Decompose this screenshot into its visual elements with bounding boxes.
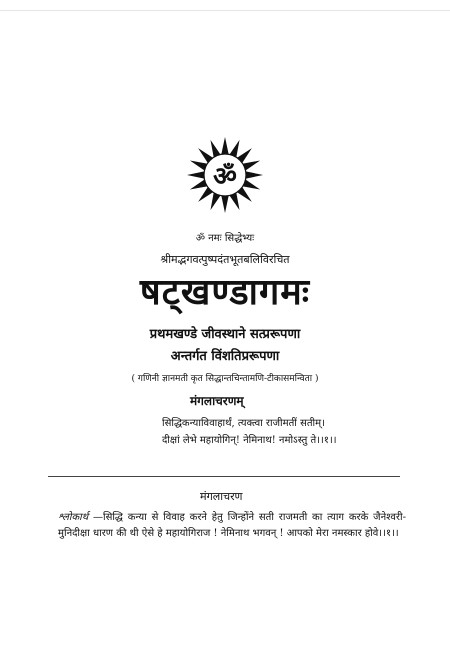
commentary-paragraph — [58, 510, 406, 542]
subtitle-1: प्रथमखण्डे जीवस्थाने सत्प्ररूपणा — [149, 327, 301, 342]
invocation: ॐ नमः सिद्धेभ्यः — [195, 233, 255, 244]
svg-text:ॐ: ॐ — [213, 162, 237, 192]
subtitle-3: ( गणिनी ज्ञानमती कृत सिद्धान्तचिन्तामणि-टीकासमन्विता ) — [131, 374, 319, 384]
verse-line-2: दीक्षां लेभे महायोगिन्! नेमिनाथ! नमोऽस्तु ते।।१।। — [162, 435, 337, 446]
top-divider — [0, 10, 450, 11]
subtitle-2: अन्तर्गत विंशतिप्ररूपणा — [170, 349, 280, 364]
section-divider — [48, 476, 400, 477]
commentary-text: —सिद्धि कन्या से विवाह करने हेतु जिन्होंने सती राजमती का त्याग करके जैनेश्वरी-मुनिदीक्षा धारण की थी ऐसे हे महायोगिराज ! नेमिनाथ भगवन् ! आपको मेरा नमस्कार होवे।।१।। — [58, 512, 406, 539]
author-line: श्रीमद्भगवत्पुष्पदंतभूतबलिविरचित — [160, 253, 290, 266]
commentary-label: श्लोकार्थ — [58, 512, 89, 523]
mangalacharanam-title: मंगलाचरणम् — [190, 394, 244, 408]
main-title: षट्खण्डागमः — [139, 271, 311, 313]
om-sunburst-icon — [185, 135, 265, 215]
verse-line-1: सिद्धिकन्याविवाहार्थं, त्यक्त्वा राजीमतीं सतीम्। — [162, 418, 325, 429]
commentary-heading: मंगलाचरण — [200, 490, 243, 503]
